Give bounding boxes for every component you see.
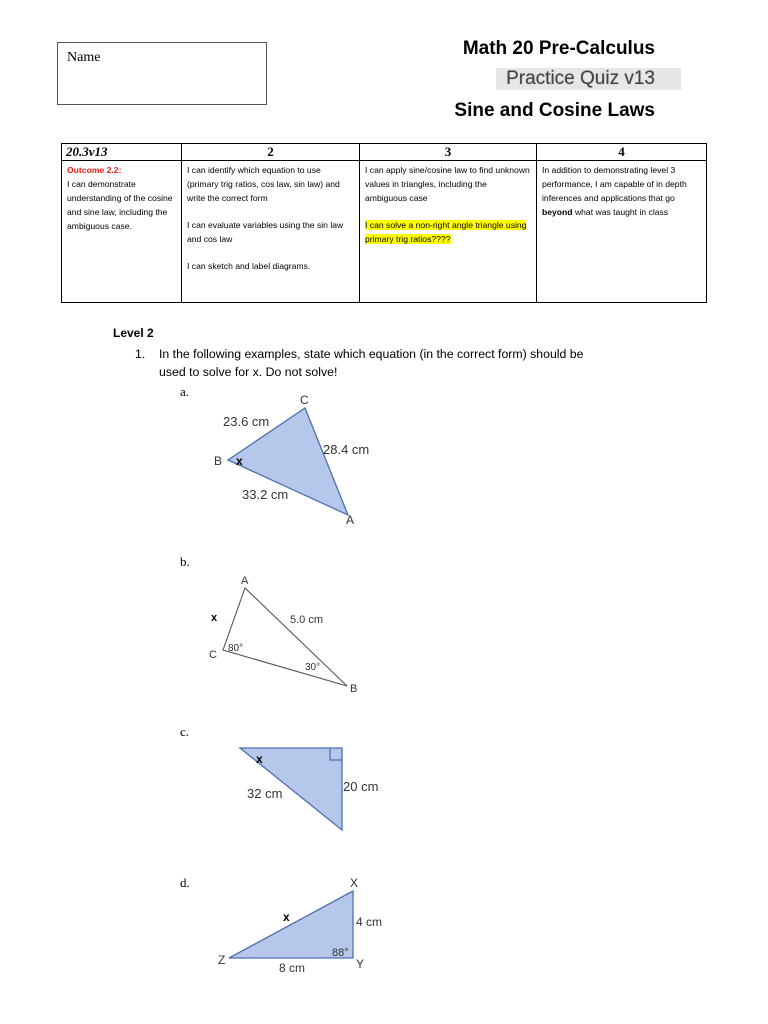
rubric-header-level-2: 2 bbox=[182, 144, 360, 161]
triangle-a-unknown-x: x bbox=[236, 454, 243, 468]
triangle-c bbox=[230, 740, 400, 840]
triangle-a-side-ca: 28.4 cm bbox=[323, 442, 370, 457]
triangle-d-unknown-x: x bbox=[283, 910, 290, 924]
triangle-d-vertex-z: Z bbox=[218, 953, 226, 967]
question-line-2: used to solve for x. Do not solve! bbox=[159, 365, 338, 379]
level4-text-bold: beyond bbox=[542, 207, 573, 217]
course-title: Math 20 Pre-Calculus bbox=[462, 38, 655, 59]
triangle-d-angle-y: 88° bbox=[332, 947, 349, 959]
triangle-a-vertex-c: C bbox=[300, 393, 309, 407]
level2-text-1: I can identify which equation to use (primary trig ratios, cos law, sin law) and write the correct form bbox=[187, 165, 340, 203]
rubric-header-level-3: 3 bbox=[360, 144, 537, 161]
triangle-d bbox=[215, 875, 395, 980]
section-heading: Level 2 bbox=[113, 326, 154, 340]
rubric-table bbox=[61, 143, 707, 303]
level2-text-2: I can evaluate variables using the sin law and cos law bbox=[187, 220, 344, 244]
triangle-d-side-zy: 8 cm bbox=[279, 961, 306, 975]
part-b-label: b. bbox=[180, 554, 190, 569]
question-number: 1. bbox=[135, 347, 146, 361]
level3-highlighted-text: I can solve a non-right angle triangle using primary trig ratios???? bbox=[365, 220, 527, 244]
rubric-header-level-4: 4 bbox=[537, 144, 707, 161]
triangle-b-unknown-x: x bbox=[211, 612, 218, 624]
rubric-header-code: 20.3v13 bbox=[62, 144, 182, 161]
topic-title: Sine and Cosine Laws bbox=[454, 100, 655, 121]
triangle-c-leg: 20 cm bbox=[343, 779, 379, 794]
rubric-header-row bbox=[62, 144, 707, 161]
level2-text-3: I can sketch and label diagrams. bbox=[187, 261, 311, 271]
triangle-a-vertex-a: A bbox=[346, 513, 355, 527]
rubric-cell-outcome bbox=[62, 161, 182, 303]
triangle-b-side-ab: 5.0 cm bbox=[290, 614, 324, 626]
triangle-d-side-xy: 4 cm bbox=[356, 915, 383, 929]
level3-text-1: I can apply sine/cosine law to find unknown values in triangles, including the ambiguous case bbox=[365, 165, 530, 203]
outcome-text: I can demonstrate understanding of the cosine and sine law, including the ambiguous case. bbox=[67, 179, 173, 231]
triangle-b-vertex-b: B bbox=[350, 683, 358, 695]
quiz-title: Practice Quiz v13 bbox=[496, 68, 681, 90]
rubric-cell-level-3 bbox=[360, 161, 537, 303]
question-1 bbox=[135, 345, 675, 381]
triangle-b bbox=[195, 570, 375, 700]
triangle-a-side-ba: 33.2 cm bbox=[242, 487, 289, 502]
level4-text-before: In addition to demonstrating level 3 performance, I am capable of in depth inferences and applications that go bbox=[542, 165, 687, 203]
rubric-cell-level-2 bbox=[182, 161, 360, 303]
triangle-b-angle-b: 30° bbox=[305, 662, 321, 673]
triangle-b-angle-c: 80° bbox=[228, 643, 244, 654]
triangle-a-side-bc: 23.6 cm bbox=[223, 414, 270, 429]
triangle-c-hypotenuse: 32 cm bbox=[247, 786, 283, 801]
part-c-label: c. bbox=[180, 724, 190, 739]
level4-text-after: what was taught in class bbox=[572, 207, 669, 217]
triangle-a bbox=[190, 390, 390, 540]
triangle-b-vertex-a: A bbox=[241, 575, 249, 587]
triangle-d-vertex-x: X bbox=[350, 876, 359, 890]
name-label: Name bbox=[67, 50, 101, 65]
name-field[interactable] bbox=[57, 42, 267, 105]
question-line-1: In the following examples, state which equation (in the correct form) should be bbox=[159, 347, 584, 361]
outcome-label: Outcome 2.2: bbox=[67, 165, 122, 175]
triangle-c-unknown-x: x bbox=[256, 752, 263, 766]
triangle-d-vertex-y: Y bbox=[356, 957, 365, 971]
rubric-cell-level-4 bbox=[537, 161, 707, 303]
triangle-a-vertex-b: B bbox=[214, 454, 223, 468]
rubric-body-row bbox=[62, 161, 707, 303]
triangle-b-vertex-c: C bbox=[209, 649, 217, 661]
part-a-label: a. bbox=[180, 384, 190, 399]
part-d-label: d. bbox=[180, 875, 190, 890]
